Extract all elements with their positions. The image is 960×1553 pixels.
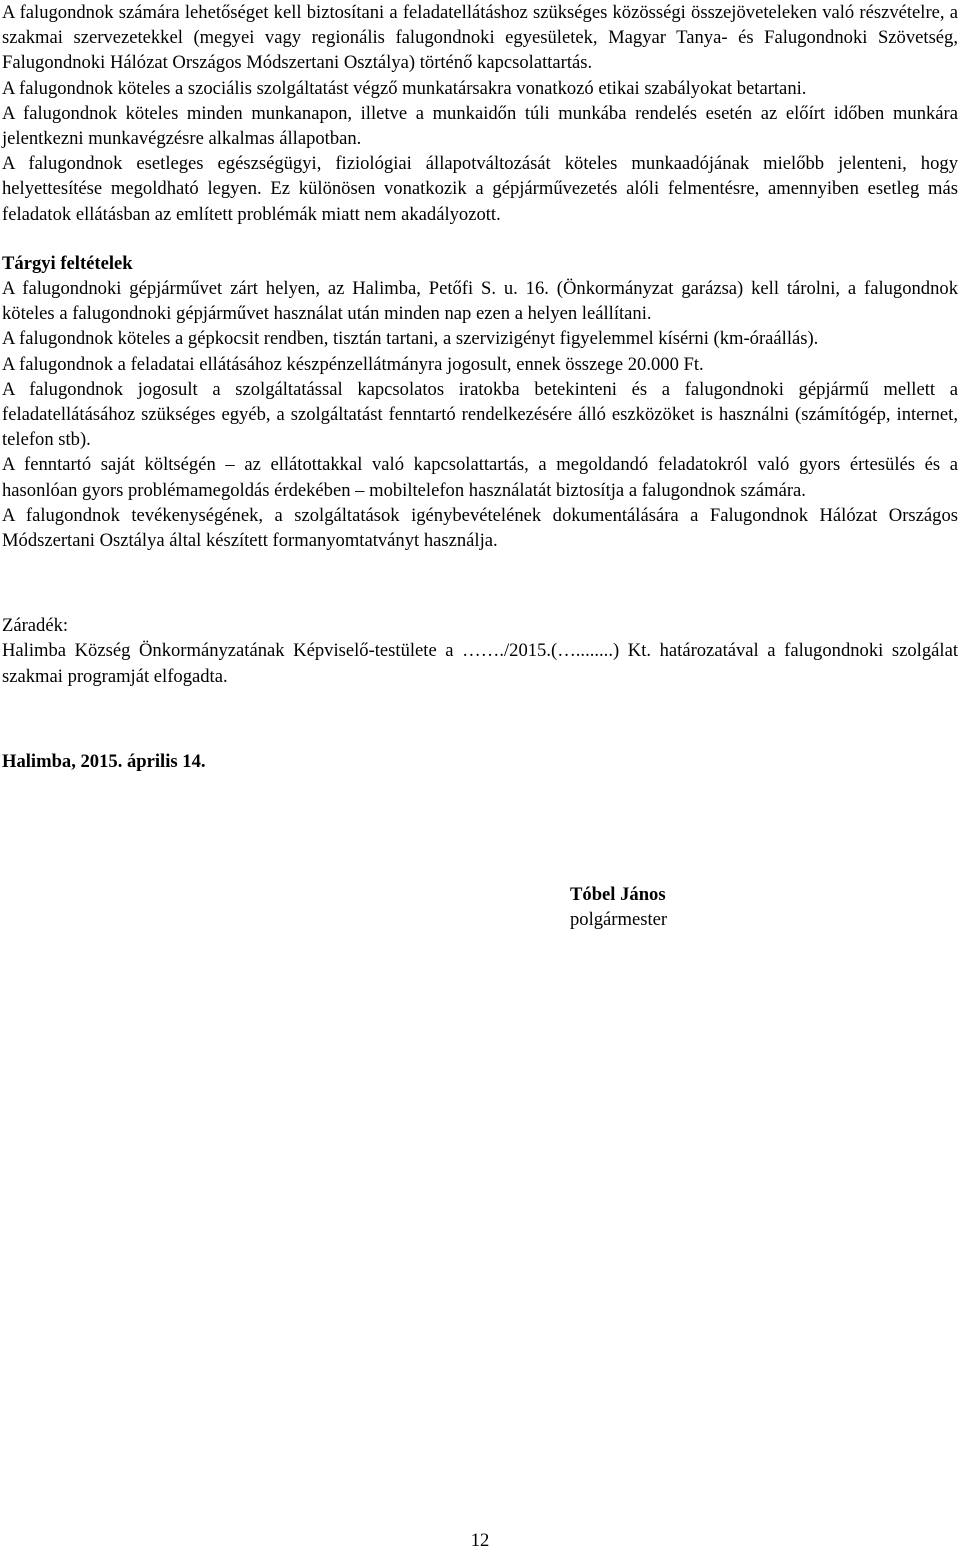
paragraph: A falugondnok számára lehetőséget kell biztosítani a feladatellátáshoz szükséges közösségi összejöveteleken való részvételre, a szakmai szervezetekkel (megyei vagy regionális falugondnoki egyesületek, Magyar Tanya- és Falugondnoki Szövetség, Falugondnoki Hálózat Országos Módszertani Osztálya) történő kapcsolattartás. (2, 2, 958, 74)
paragraph: A falugondnok esetleges egészségügyi, fiziológiai állapotváltozását köteles munkaadójának mielőbb jelenteni, hogy helyettesítése megoldható legyen. Ez különösen vonatkozik a gépjárművezetés alóli felmentésre, amennyiben esetleg más feladatok ellátásban az említett problémák miatt nem akadályozott. (2, 153, 958, 225)
paragraph: A falugondnoki gépjárművet zárt helyen, az Halimba, Petőfi S. u. 16. (Önkormányzat garázsa) kell tárolni, a falugondnok köteles a falugondnoki gépjárművet használat után minden nap ezen a helyen leállítani. (2, 278, 958, 325)
paragraph: A falugondnok köteles a szociális szolgáltatást végző munkatársakra vonatkozó etikai szabályokat betartani. (2, 77, 807, 99)
paragraph: A fenntartó saját költségén – az ellátottakkal való kapcsolattartás, a megoldandó feladatokról való gyors értesülés és a hasonlóan gyors problémamegoldás érdekében – mobiltelefon használatát biztosítja a falugondnok számára. (2, 454, 958, 501)
section-duties (2, 0, 958, 227)
spacer (2, 553, 958, 613)
signature-block (570, 882, 958, 932)
spacer (2, 227, 958, 251)
paragraph: A falugondnok a feladatai ellátásához készpénzellátmányra jogosult, ennek összege 20.000 Ft. (2, 353, 704, 375)
clause-label: Záradék: (2, 615, 69, 637)
place-date: Halimba, 2015. április 14. (2, 750, 206, 772)
paragraph: A falugondnok köteles minden munkanapon, illetve a munkaidőn túli munkába rendelés esetén az előírt időben munkára jelentkezni munkavégzésre alkalmas állapotban. (2, 102, 958, 150)
signatory-title: polgármester (570, 909, 668, 931)
signatory-name: Tóbel János (570, 884, 666, 906)
clause-text: Halimba Község Önkormányzatának Képviselő-testülete a ……./2015.(…........) Kt. határozatával a falugondnoki szolgálat szakmai programját elfogadta. (2, 640, 958, 687)
spacer (2, 689, 958, 749)
page-number: 12 (470, 1530, 490, 1551)
paragraph: A falugondnok jogosult a szolgáltatással kapcsolatos iratokba betekinteni és a falugondnoki gépjármű mellett a feladatellátásához szükséges egyéb, a szolgáltatást fenntartó rendelkezésére álló eszközöket is használni (számítógép, internet, telefon stb). (2, 378, 958, 451)
clause-block (2, 613, 958, 689)
section-material-conditions (2, 251, 958, 553)
spacer (2, 774, 958, 882)
section-heading: Tárgyi feltételek (2, 252, 133, 274)
paragraph: A falugondnok tevékenységének, a szolgáltatások igénybevételének dokumentálására a Falugondnok Hálózat Országos Módszertani Osztálya által készített formanyomtatványt használja. (2, 504, 958, 552)
document-page (2, 0, 958, 932)
paragraph: A falugondnok köteles a gépkocsit rendben, tisztán tartani, a szervizigényt figyelemmel kísérni (km-óraállás). (2, 328, 819, 350)
